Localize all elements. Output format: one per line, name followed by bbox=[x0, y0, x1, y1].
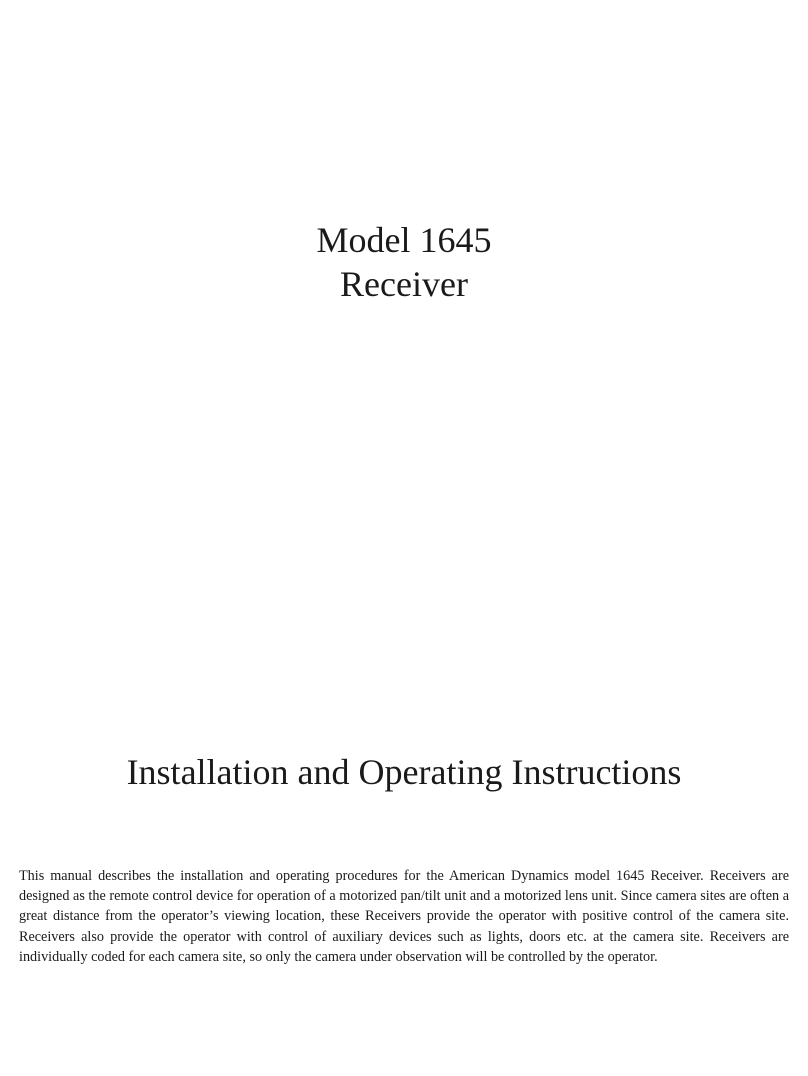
description-paragraph: This manual describes the installation and operating procedures for the American Dynamics model 1645 Receiver. Receivers are designed as the remote control device for operation of a motorized pan/tilt unit and a motorized lens unit. Since camera sites are often a great distance from the operator’s viewing location, these Receivers provide the operator with positive control of the camera site. Receivers also provide the operator with control of auxiliary devices such as lights, doors etc. at the camera site. Receivers are individually coded for each camera site, so only the camera under observation will be controlled by the operator. bbox=[19, 868, 789, 965]
model-number: Model 1645 bbox=[316, 220, 492, 260]
document-title bbox=[0, 218, 808, 306]
product-name: Receiver bbox=[340, 264, 468, 304]
document-subtitle: Installation and Operating Instructions bbox=[126, 752, 682, 792]
